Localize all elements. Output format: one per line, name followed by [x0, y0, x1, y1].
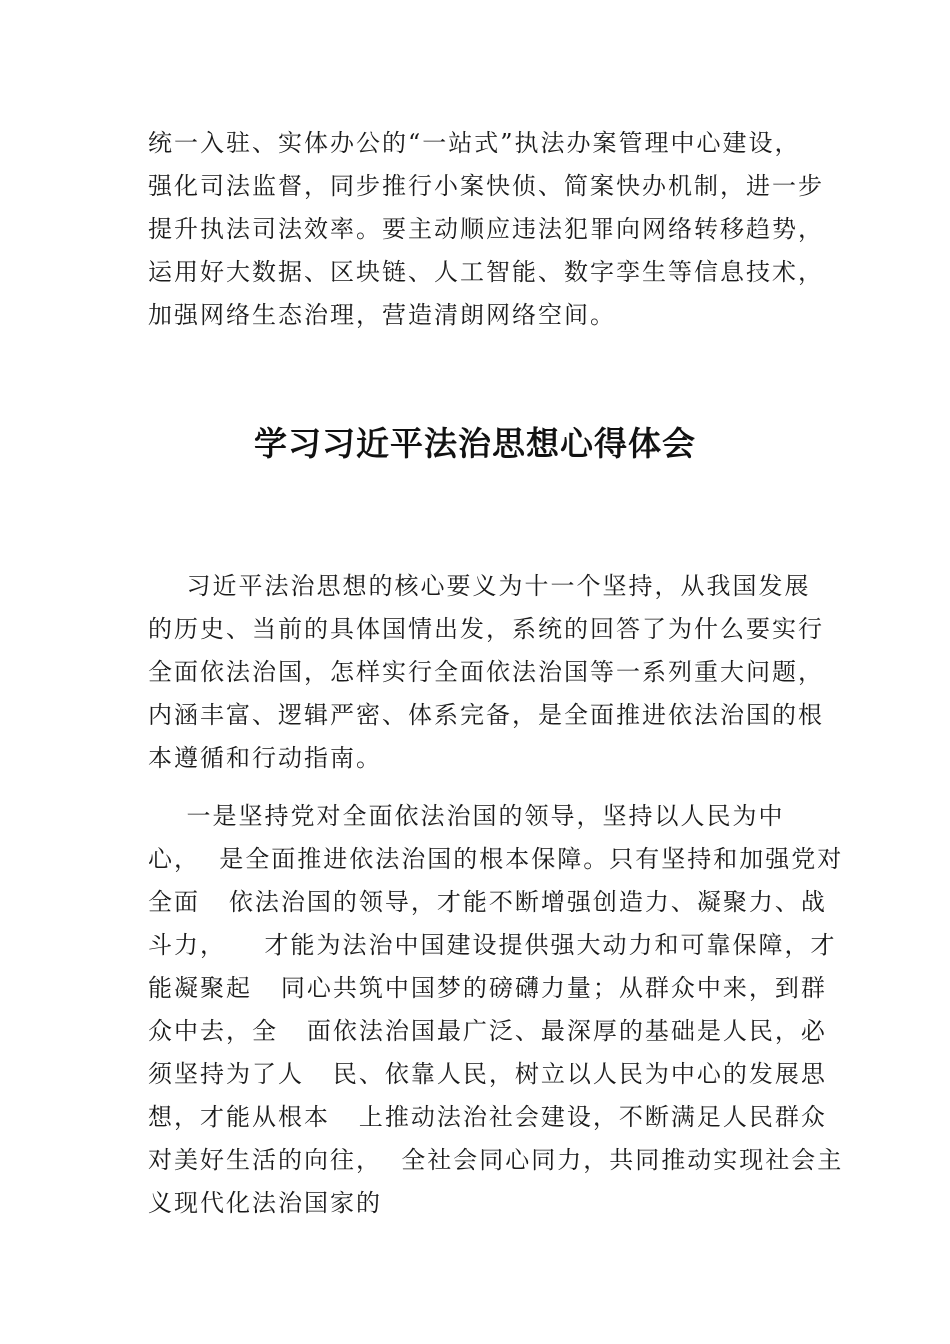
text-line: 内涵丰富、逻辑严密、体系完备，是全面推进依法治国的根 — [148, 701, 824, 729]
text-line: 心， 是全面推进依法治国的根本保障。只有坚持和加强党对 — [148, 845, 844, 873]
text-line: 全面 依法治国的领导，才能不断增强创造力、凝聚力、战 — [148, 888, 827, 916]
text-line: 统一入驻、实体办公的“一站式”执法办案管理中心建设， — [148, 129, 801, 157]
text-line: 习近平法治思想的核心要义为十一个坚持，从我国发展 — [148, 572, 811, 600]
text-line: 全面依法治国，怎样实行全面依法治国等一系列重大问题， — [148, 658, 824, 686]
text-line: 义现代化法治国家的 — [148, 1189, 382, 1217]
text-line: 强化司法监督，同步推行小案快侦、简案快办机制，进一步 — [148, 172, 824, 200]
text-line: 本遵循和行动指南。 — [148, 744, 382, 772]
text-line: 众中去，全 面依法治国最广泛、最深厚的基础是人民，必 — [148, 1017, 827, 1045]
text-line: 的历史、当前的具体国情出发，系统的回答了为什么要实行 — [148, 615, 824, 643]
text-line: 一是坚持党对全面依法治国的领导，坚持以人民为中 — [148, 802, 785, 830]
text-line: 斗力， 才能为法治中国建设提供强大动力和可靠保障，才 — [148, 931, 837, 959]
text-line: 运用好大数据、区块链、人工智能、数字孪生等信息技术， — [148, 258, 824, 286]
text-line: 对美好生活的向往， 全社会同心同力，共同推动实现社会主 — [148, 1146, 844, 1174]
text-line: 想，才能从根本 上推动法治社会建设，不断满足人民群众 — [148, 1103, 827, 1131]
text-line: 提升执法司法效率。要主动顺应违法犯罪向网络转移趋势， — [148, 215, 824, 243]
text-line: 加强网络生态治理，营造清朗网络空间。 — [148, 301, 616, 329]
text-line: 须坚持为了人 民、依靠人民，树立以人民为中心的发展思 — [148, 1060, 827, 1088]
text-line: 能凝聚起 同心共筑中国梦的磅礴力量；从群众中来，到群 — [148, 974, 827, 1002]
article-title: 学习习近平法治思想心得体会 — [254, 424, 696, 463]
